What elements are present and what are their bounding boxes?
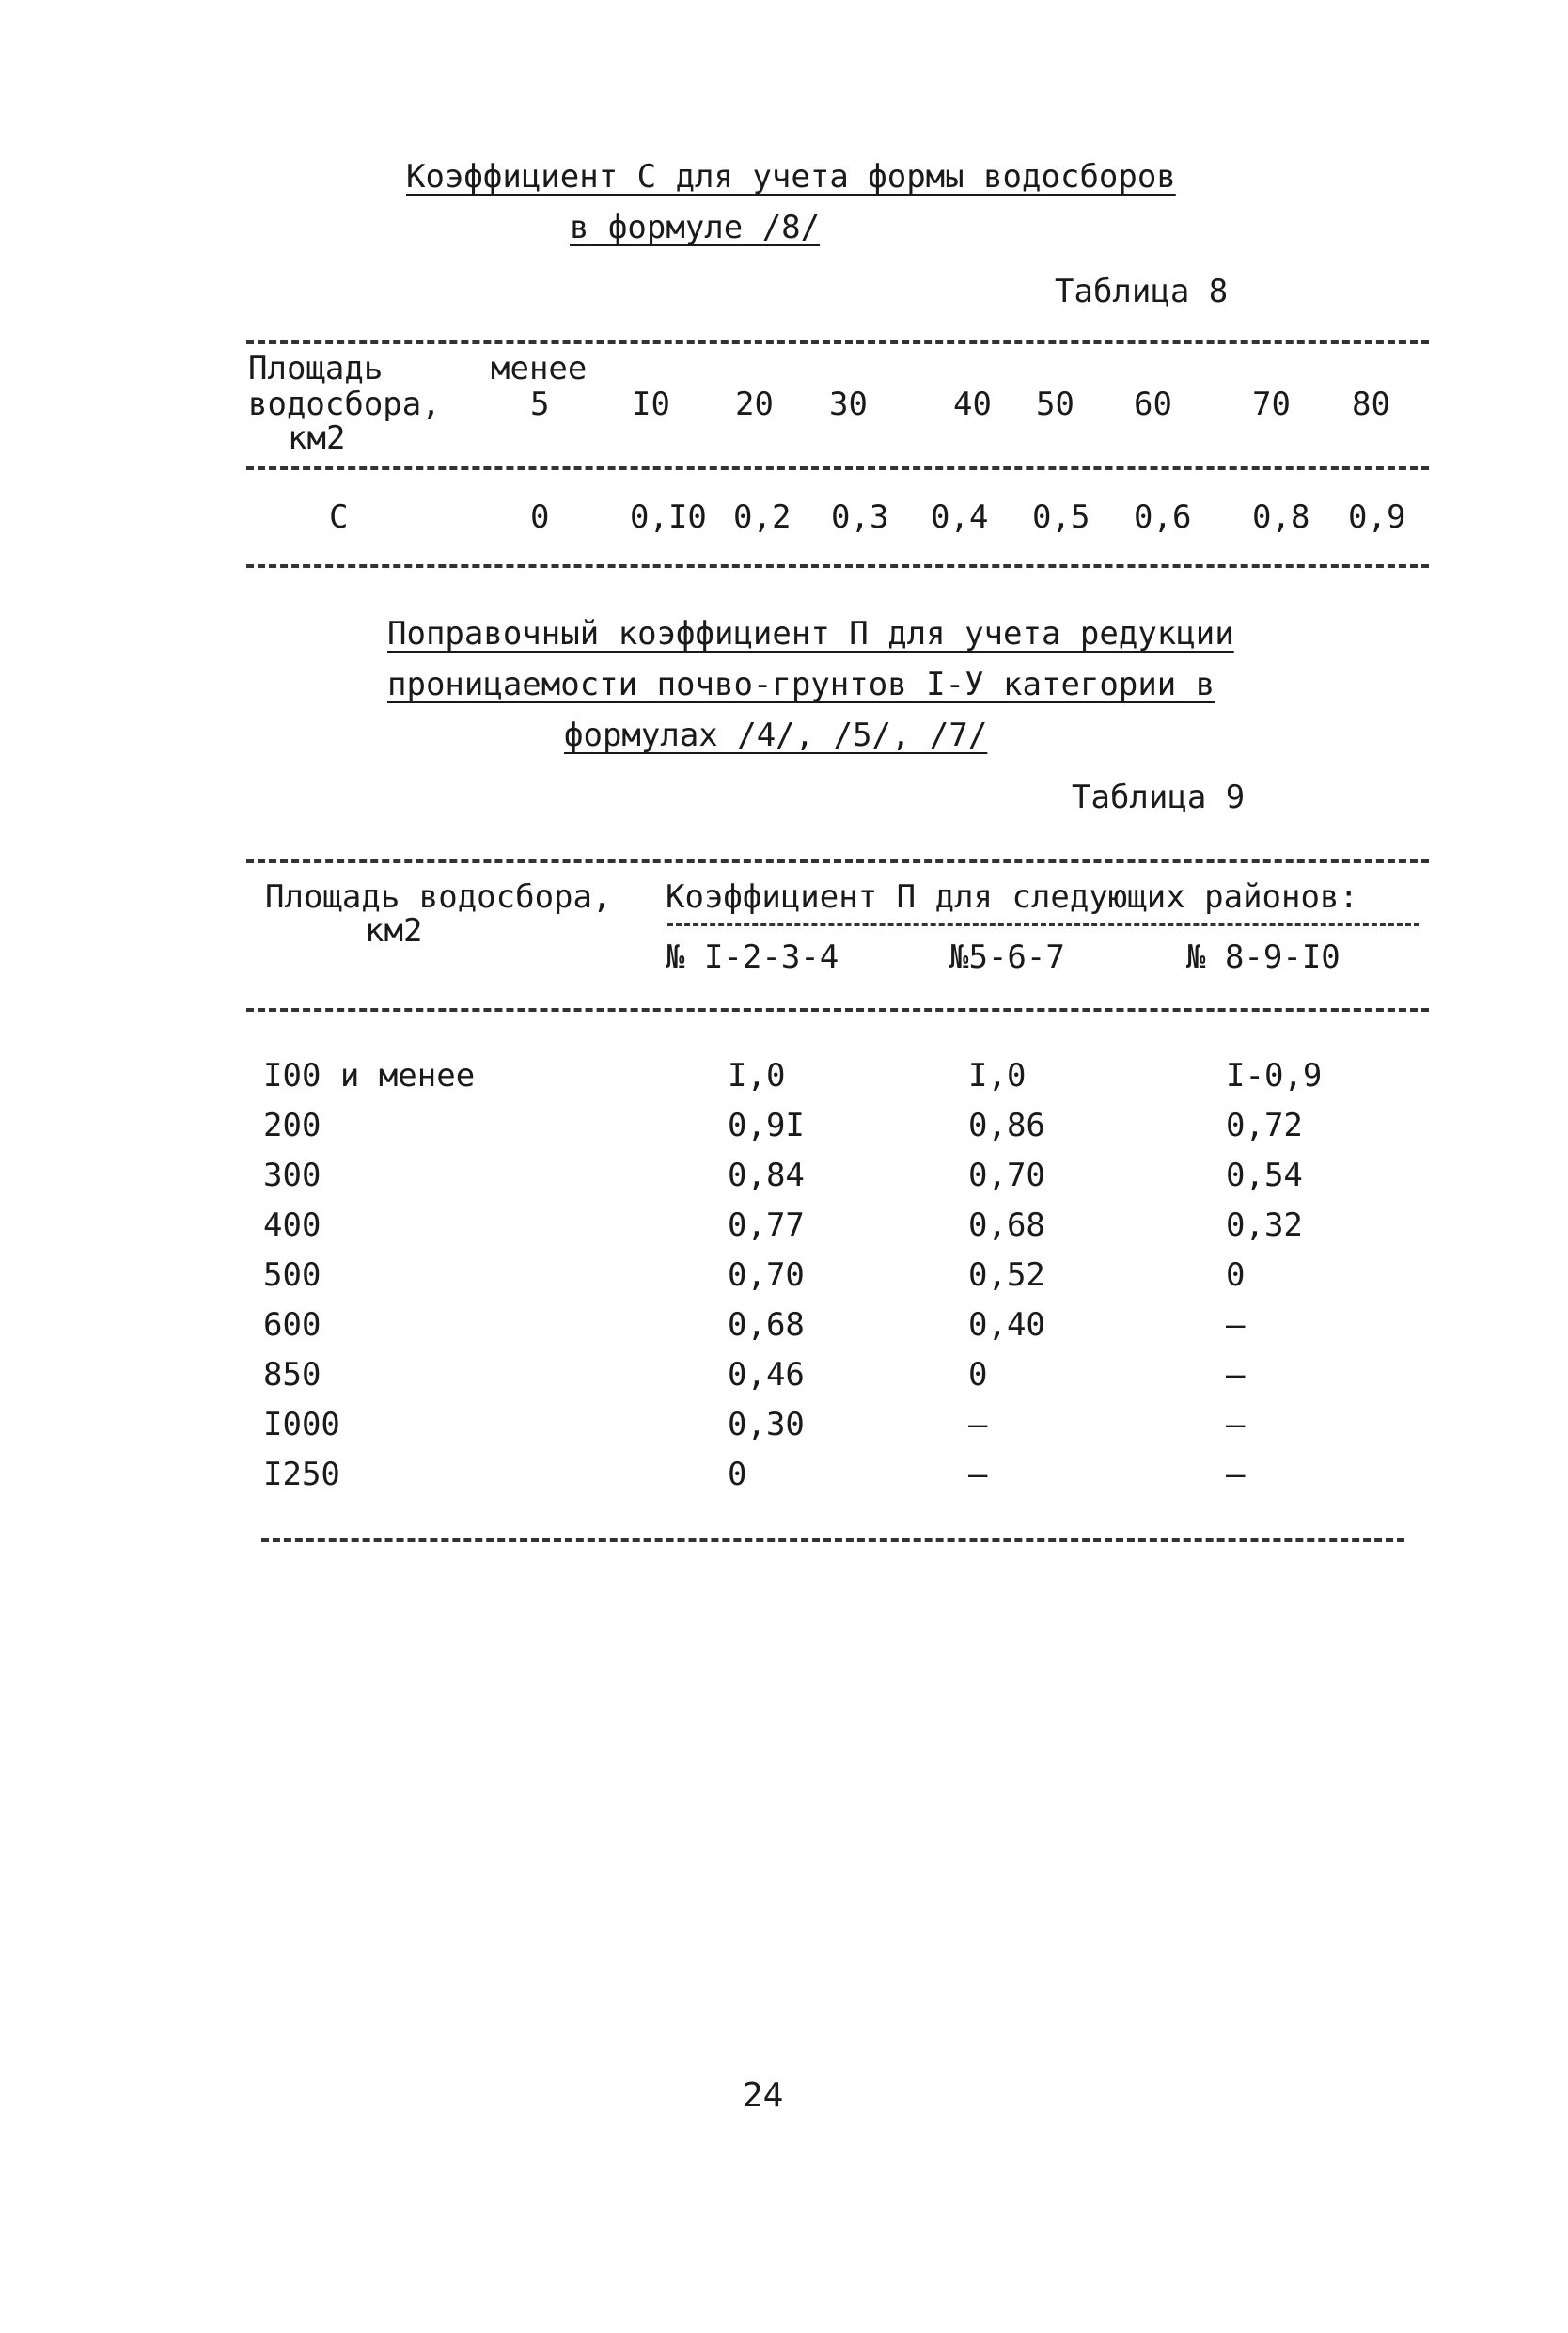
table9-v1: I,0 [728,1057,786,1095]
table9-v2: 0,52 [968,1256,1045,1294]
table9-v1: 0,84 [728,1157,805,1194]
table9-area: I250 [263,1456,340,1493]
table9-v3: – [1226,1456,1246,1493]
table8-header-area-3: км2 [288,419,346,457]
table9-v1: 0,70 [728,1256,805,1294]
table9-header-area-unit: км2 [365,912,423,950]
table8-val-4: 0,3 [831,498,889,536]
table9-v2: 0,40 [968,1306,1045,1344]
table9-v2: – [968,1456,988,1493]
table9-bottom-rule [261,1538,1404,1542]
table9-v2: – [968,1406,988,1443]
table9-v1: 0,46 [728,1356,805,1394]
table9-v3: 0,72 [1226,1107,1303,1144]
table8-col-30: 30 [829,386,868,423]
table9-v3: 0,32 [1226,1206,1303,1244]
table8-col-20: 20 [735,386,774,423]
table9-v2: 0,70 [968,1157,1045,1194]
table8-val-9: 0,9 [1348,498,1406,536]
table9-area: 600 [263,1306,321,1344]
table8-col-40: 40 [953,386,992,423]
table9-subheader-1: № I-2-3-4 [666,938,839,976]
table9-sub-rule [667,923,1419,926]
table9-v3: I-0,9 [1226,1057,1323,1095]
table8-val-2: 0,I0 [630,498,707,536]
table8-val-7: 0,6 [1134,498,1192,536]
table8-val-1: 0 [530,498,550,536]
table8-val-5: 0,4 [931,498,989,536]
table9-area: I000 [263,1406,340,1443]
table8-mid-rule [246,466,1429,470]
table8-val-6: 0,5 [1032,498,1090,536]
table9-v1: 0,77 [728,1206,805,1244]
table9-title-line1: Поправочный коэффициент П для учета редукции [387,615,1234,653]
table9-area: I00 и менее [263,1057,476,1095]
page-number: 24 [743,2076,784,2115]
table8-title-line1: Коэффициент С для учета формы водосборов [406,158,1176,196]
table9-v1: 0 [728,1456,747,1493]
table9-area: 300 [263,1157,321,1194]
table9-area: 200 [263,1107,321,1144]
table8-col-60: 60 [1134,386,1172,423]
table9-title-line3: формулах /4/, /5/, /7/ [564,717,988,754]
table8-col-10: I0 [632,386,670,423]
table8-col-50: 50 [1036,386,1074,423]
table9-v3: – [1226,1356,1246,1394]
table9-subheader-3: № 8-9-I0 [1186,938,1341,976]
table9-v3: – [1226,1406,1246,1443]
table9-header-rule [246,1008,1429,1012]
table8-top-rule [246,340,1429,344]
table9-v2: 0,86 [968,1107,1045,1144]
table9-v3: 0,54 [1226,1157,1303,1194]
table9-v3: – [1226,1306,1246,1344]
table9-v1: 0,30 [728,1406,805,1443]
table8-header-less: менее [491,350,588,387]
table8-col-70: 70 [1252,386,1291,423]
table8-title-line2: в формуле /8/ [570,209,821,246]
table9-top-rule [246,859,1429,863]
table8-val-3: 0,2 [733,498,792,536]
table9-header-coef: Коэффициент П для следующих районов: [666,878,1358,916]
table8-label: Таблица 8 [1055,273,1229,310]
table8-col-80: 80 [1352,386,1390,423]
table9-v1: 0,9I [728,1107,805,1144]
table9-v2: I,0 [968,1057,1027,1095]
table9-area: 850 [263,1356,321,1394]
table8-val-8: 0,8 [1252,498,1310,536]
table9-subheader-2: №5-6-7 [949,938,1065,976]
table8-header-area-2: водосбора, [248,386,441,423]
table9-area: 500 [263,1256,321,1294]
table9-area: 400 [263,1206,321,1244]
table8-col-5: 5 [530,386,550,423]
table8-row-label: С [329,498,349,536]
table9-v2: 0 [968,1356,988,1394]
table9-v3: 0 [1226,1256,1246,1294]
table9-header-area: Площадь водосбора, [265,878,612,916]
table8-header-area-1: Площадь [248,350,384,387]
table9-v1: 0,68 [728,1306,805,1344]
table9-label: Таблица 9 [1072,779,1246,816]
table9-title-line2: проницаемости почво-грунтов I-У категории в [387,666,1215,703]
table8-bottom-rule [246,564,1429,568]
table9-v2: 0,68 [968,1206,1045,1244]
